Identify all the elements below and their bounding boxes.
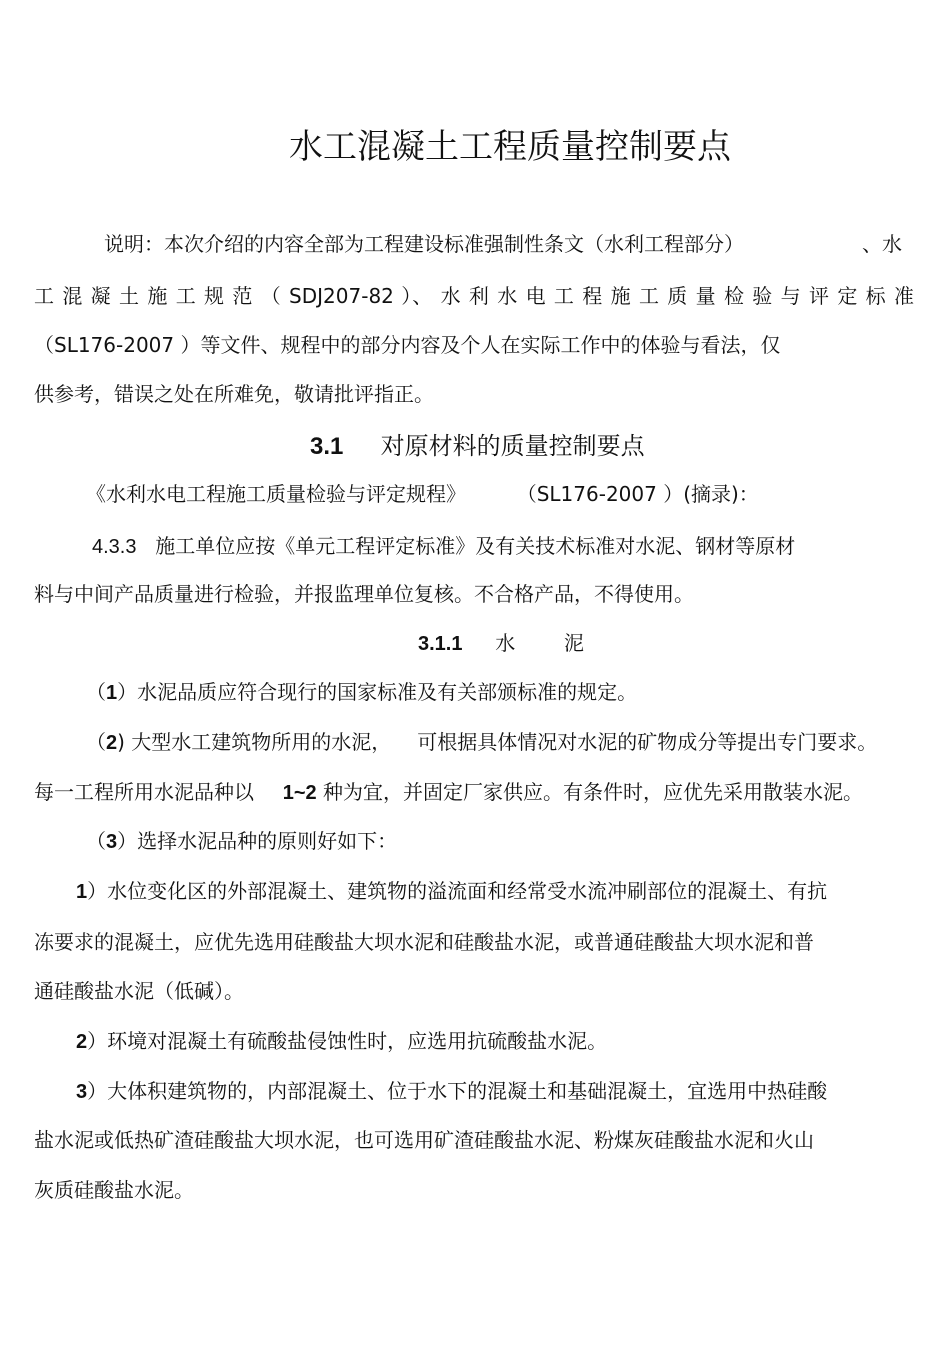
clause-433-line-2: 料与中间产品质量进行检验，并报监理单位复核。不合格产品，不得使用。	[34, 582, 694, 606]
item-2-line-2	[34, 780, 863, 805]
principle-1-text-1: ）水位变化区的外部混凝土、建筑物的溢流面和经常受水流冲刷部位的混凝土、有抗	[87, 879, 828, 903]
principle-1-number: 1	[76, 881, 88, 903]
principle-3-text-1: ）大体积建筑物的，内部混凝土、位于水下的混凝土和基础混凝土，宜选用中热硅酸	[87, 1079, 828, 1103]
section-3-1-1-number: 3.1.1	[418, 633, 463, 655]
section-3-1-1-title-b: 泥	[563, 631, 584, 655]
principle-3-number: 3	[76, 1081, 88, 1103]
principle-2-line-1	[76, 1029, 607, 1054]
reference-code: （SL176-2007 ）(摘录)：	[516, 482, 759, 506]
item-3-number: 3	[106, 831, 118, 853]
reference-line	[86, 482, 759, 506]
item-2-range: 1~2	[282, 782, 317, 804]
item-2-number: 2	[106, 732, 118, 754]
clause-433-text-1: 施工单位应按《单元工程评定标准》及有关技术标准对水泥、钢材等原材	[155, 534, 796, 558]
principle-2-text-1: ）环境对混凝土有硫酸盐侵蚀性时，应选用抗硫酸盐水泥。	[87, 1029, 608, 1053]
item-1-text: ）水泥品质应符合现行的国家标准及有关部颁标准的规定。	[117, 680, 638, 704]
clause-433-number: 4.3.3	[92, 536, 137, 558]
intro-line-1-text: 说明：本次介绍的内容全部为工程建设标准强制性条文（水利工程部分）	[104, 232, 744, 256]
intro-line-4: 供参考，错误之处在所难免，敬请批评指正。	[34, 382, 434, 406]
principle-3-line-2: 盐水泥或低热矿渣硅酸盐大坝水泥，也可选用矿渣硅酸盐水泥、粉煤灰硅酸盐水泥和火山	[34, 1128, 814, 1152]
intro-line-1	[104, 232, 744, 256]
reference-book: 《水利水电工程施工质量检验与评定规程》	[86, 482, 466, 506]
item-3: （3）选择水泥品种的原则好如下：	[86, 829, 398, 853]
section-3-1-heading	[310, 431, 645, 462]
item-2-line-2-a: 每一工程所用水泥品种以	[34, 780, 254, 804]
intro-line-2: 工 混 凝 土 施 工 规 范 （ SDJ207-82 ）、 水 利 水 电 工 程 施 工 质 量 检 验 与 评 定 标 准	[34, 284, 914, 308]
item-2-line-1: （2) 大型水工建筑物所用的水泥， 可根据具体情况对水泥的矿物成分等提出专门要求。	[86, 730, 878, 754]
document-title: 水工混凝土工程质量控制要点	[289, 127, 731, 167]
item-1-number: 1	[106, 682, 118, 704]
section-3-1-number: 3.1	[310, 433, 344, 460]
section-3-1-title: 对原材料的质量控制要点	[380, 432, 645, 460]
principle-1-line-2: 冻要求的混凝土，应优先选用硅酸盐大坝水泥和硅酸盐水泥，或普通硅酸盐大坝水泥和普	[34, 930, 814, 954]
item-2-text-b: 可根据具体情况对水泥的矿物成分等提出专门要求。	[417, 730, 878, 754]
clause-433-line-1	[92, 534, 795, 559]
section-3-1-1-heading	[418, 631, 584, 656]
item-2-text-a: ) 大型水工建筑物所用的水泥，	[117, 730, 392, 754]
item-2-line-2-b: 种为宜，并固定厂家供应。有条件时，应优先采用散装水泥。	[323, 780, 864, 804]
item-3-text: ）选择水泥品种的原则好如下：	[117, 829, 398, 853]
item-1: （1）水泥品质应符合现行的国家标准及有关部颁标准的规定。	[86, 680, 638, 704]
section-3-1-1-title-a: 水	[495, 631, 516, 655]
intro-line-1-tail: 、水	[862, 232, 902, 256]
intro-line-3: （SL176-2007 ）等文件、规程中的部分内容及个人在实际工作中的体验与看法，仅	[34, 333, 781, 357]
principle-3-line-3: 灰质硅酸盐水泥。	[34, 1178, 194, 1202]
principle-1-line-1	[76, 879, 827, 904]
principle-1-line-3: 通硅酸盐水泥（低碱）。	[34, 979, 244, 1003]
principle-2-number: 2	[76, 1031, 88, 1053]
principle-3-line-1	[76, 1079, 827, 1104]
